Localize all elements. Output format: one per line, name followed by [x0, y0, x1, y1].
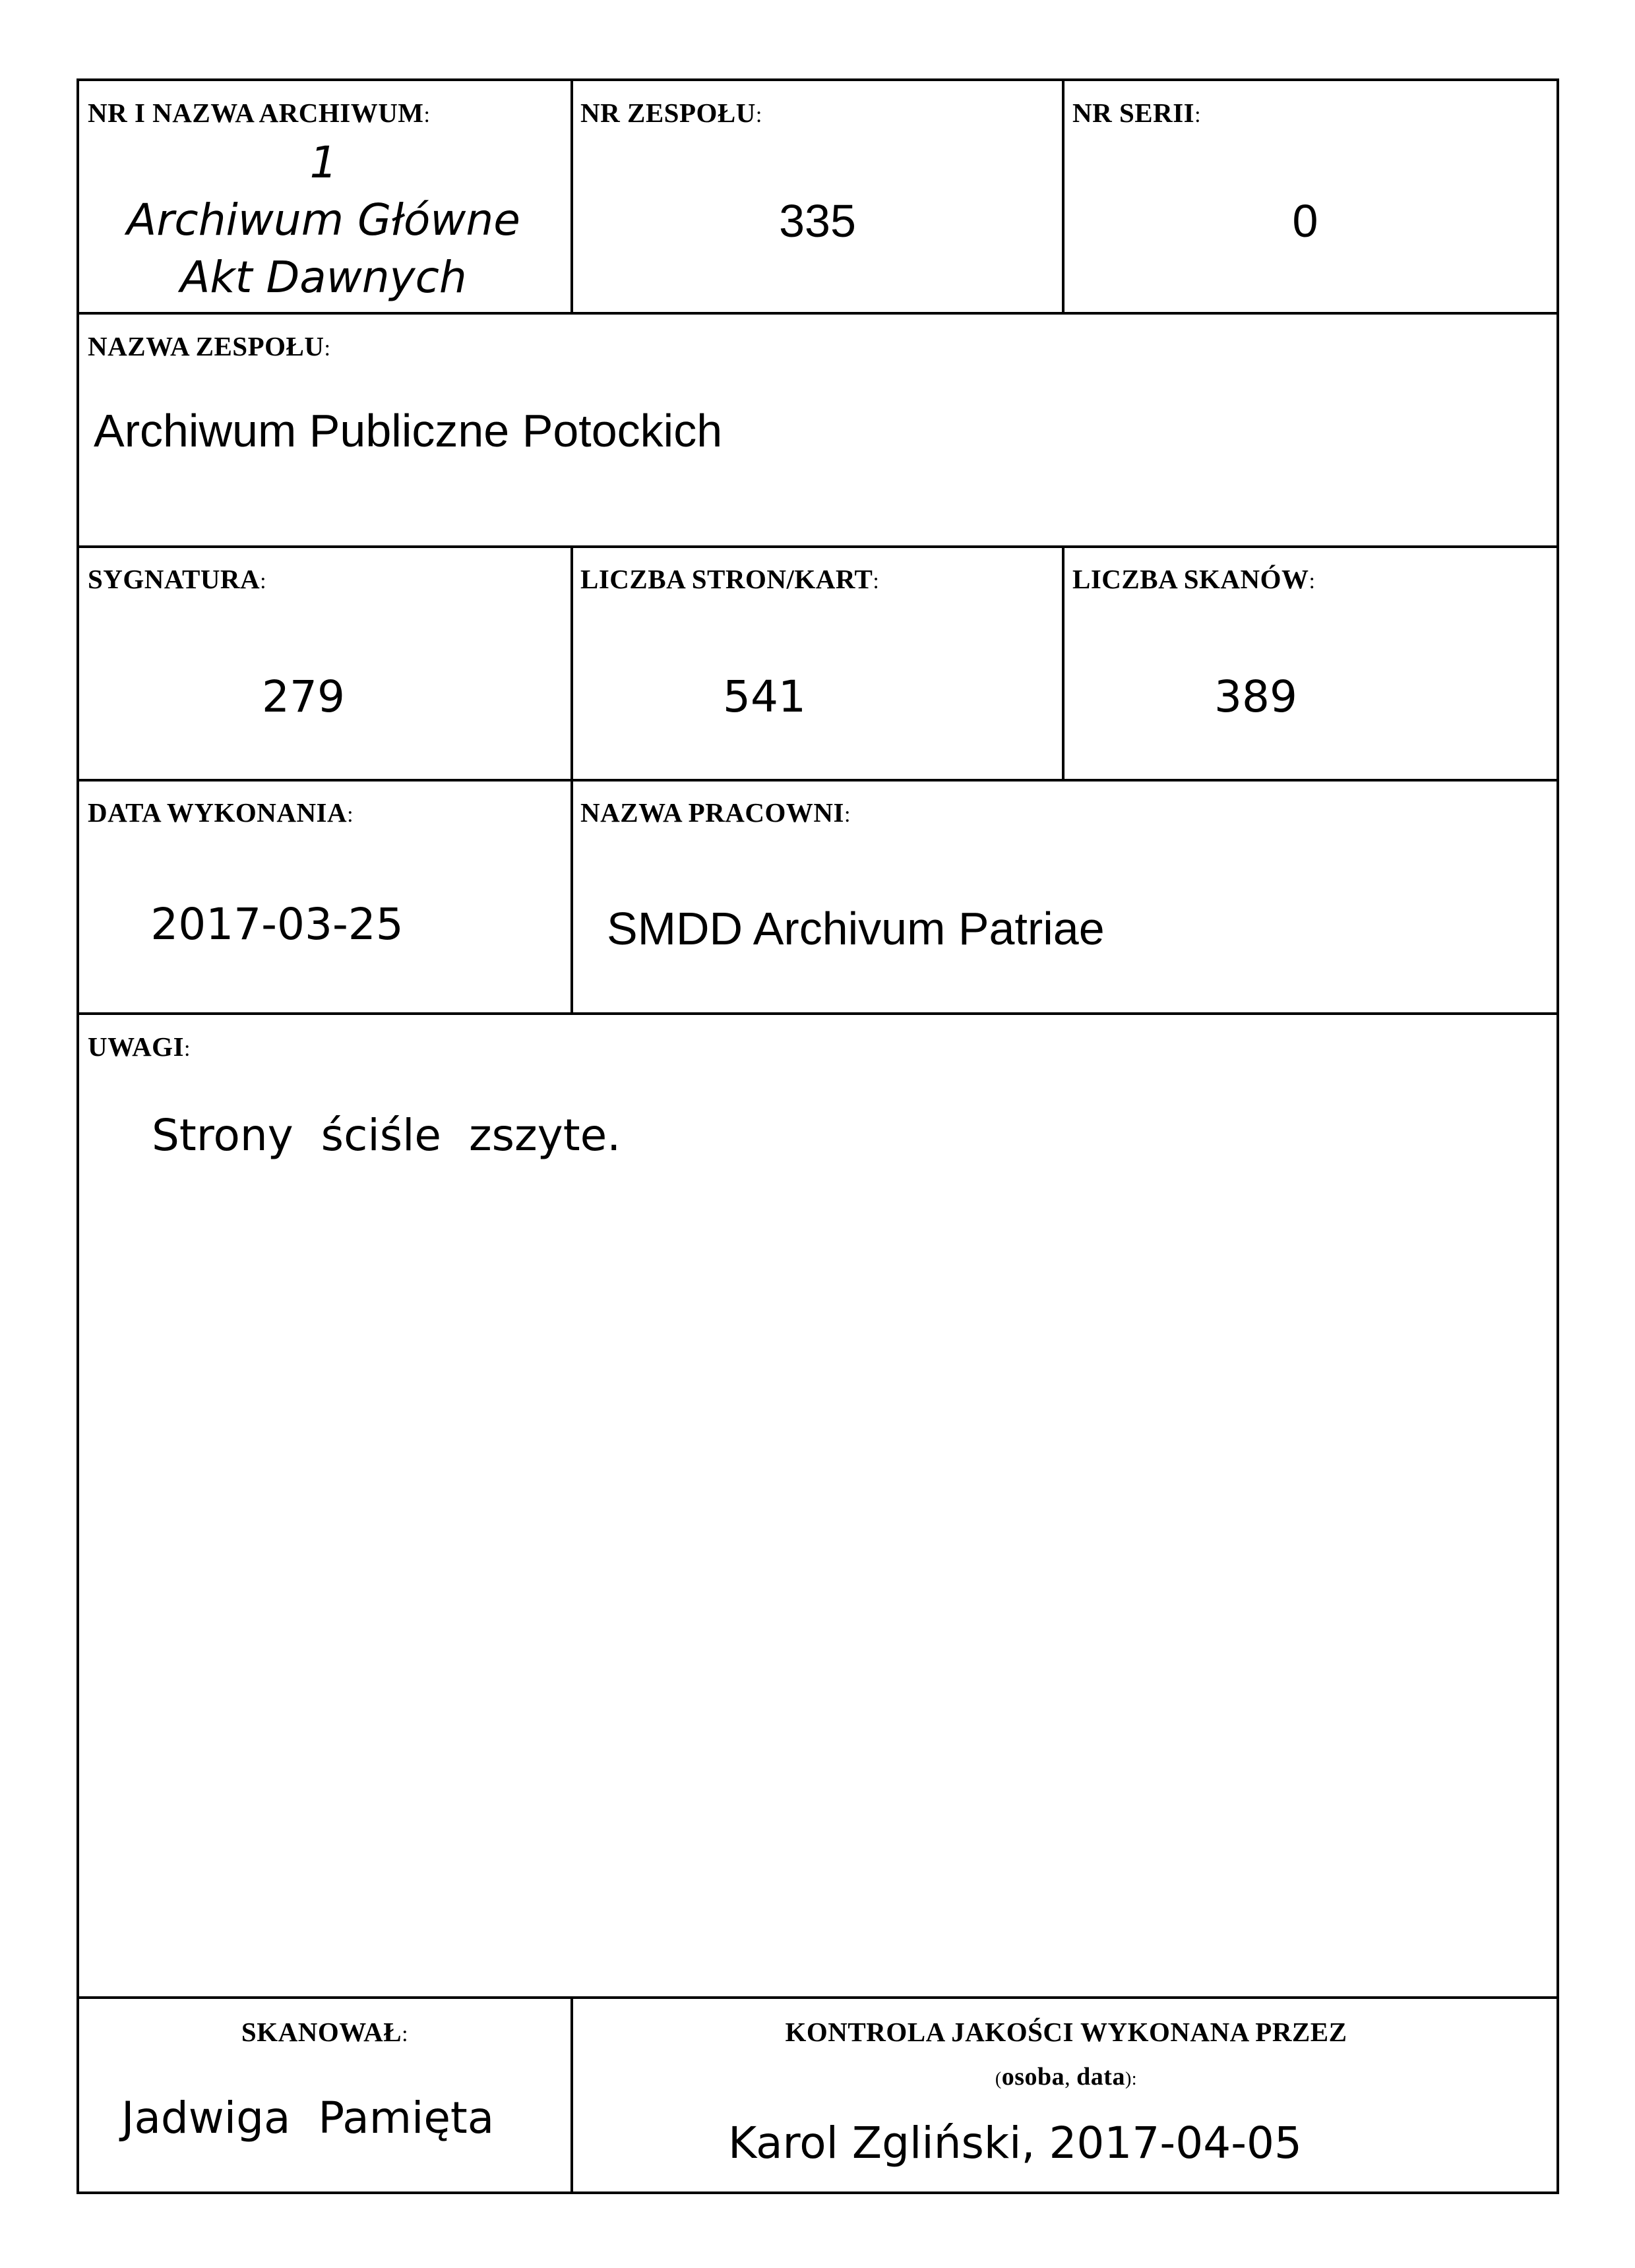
column-divider: [571, 779, 573, 1012]
scanned-by-value: Jadwiga Pamięta: [121, 2093, 495, 2143]
workshop-label: NAZWA PRACOWNI:: [580, 797, 851, 828]
remarks-value: Strony ściśle zszyte.: [152, 1110, 621, 1161]
column-divider: [571, 545, 573, 779]
archive-metadata-form: [77, 78, 1559, 2194]
archive-name-line1: Archiwum Główne: [127, 195, 520, 245]
fonds-name-label: NAZWA ZESPOŁU:: [88, 331, 331, 361]
series-number-label: NR SERII:: [1072, 98, 1202, 128]
date-done-value: 2017-03-25: [150, 899, 404, 950]
row-divider: [79, 779, 1557, 782]
signature-label: SYGNATURA:: [88, 564, 267, 594]
quality-control-label: KONTROLA JAKOŚCI WYKONANA PRZEZ: [785, 2017, 1347, 2047]
quality-control-value: Karol Zgliński, 2017-04-05: [727, 2118, 1303, 2168]
date-done-label: DATA WYKONANIA:: [88, 797, 354, 828]
scan-count-value: 389: [1214, 671, 1297, 722]
scan-count-label: LICZBA SKANÓW:: [1072, 564, 1316, 594]
quality-control-sublabel: (osoba, data):: [995, 2063, 1138, 2091]
row-divider: [79, 312, 1557, 315]
archive-number: 1: [309, 137, 338, 188]
signature-value: 279: [262, 671, 345, 722]
row-divider: [79, 1012, 1557, 1015]
row-divider: [79, 545, 1557, 548]
archive-name-line2: Akt Dawnych: [180, 252, 467, 303]
fonds-name-value: Archiwum Publiczne Potockich: [94, 405, 723, 456]
page-count-value: 541: [723, 671, 806, 722]
fonds-number-value: 335: [779, 195, 856, 247]
scanned-by-label: SKANOWAŁ:: [241, 2017, 409, 2047]
remarks-label: UWAGI:: [88, 1031, 191, 1062]
series-number-value: 0: [1292, 195, 1318, 247]
page-count-label: LICZBA STRON/KART:: [580, 564, 880, 594]
archive-label: NR I NAZWA ARCHIWUM:: [88, 98, 431, 128]
fonds-number-label: NR ZESPOŁU:: [580, 98, 762, 128]
row-divider: [79, 1996, 1557, 1999]
workshop-value: SMDD Archivum Patriae: [607, 903, 1105, 954]
column-divider: [1062, 545, 1064, 779]
